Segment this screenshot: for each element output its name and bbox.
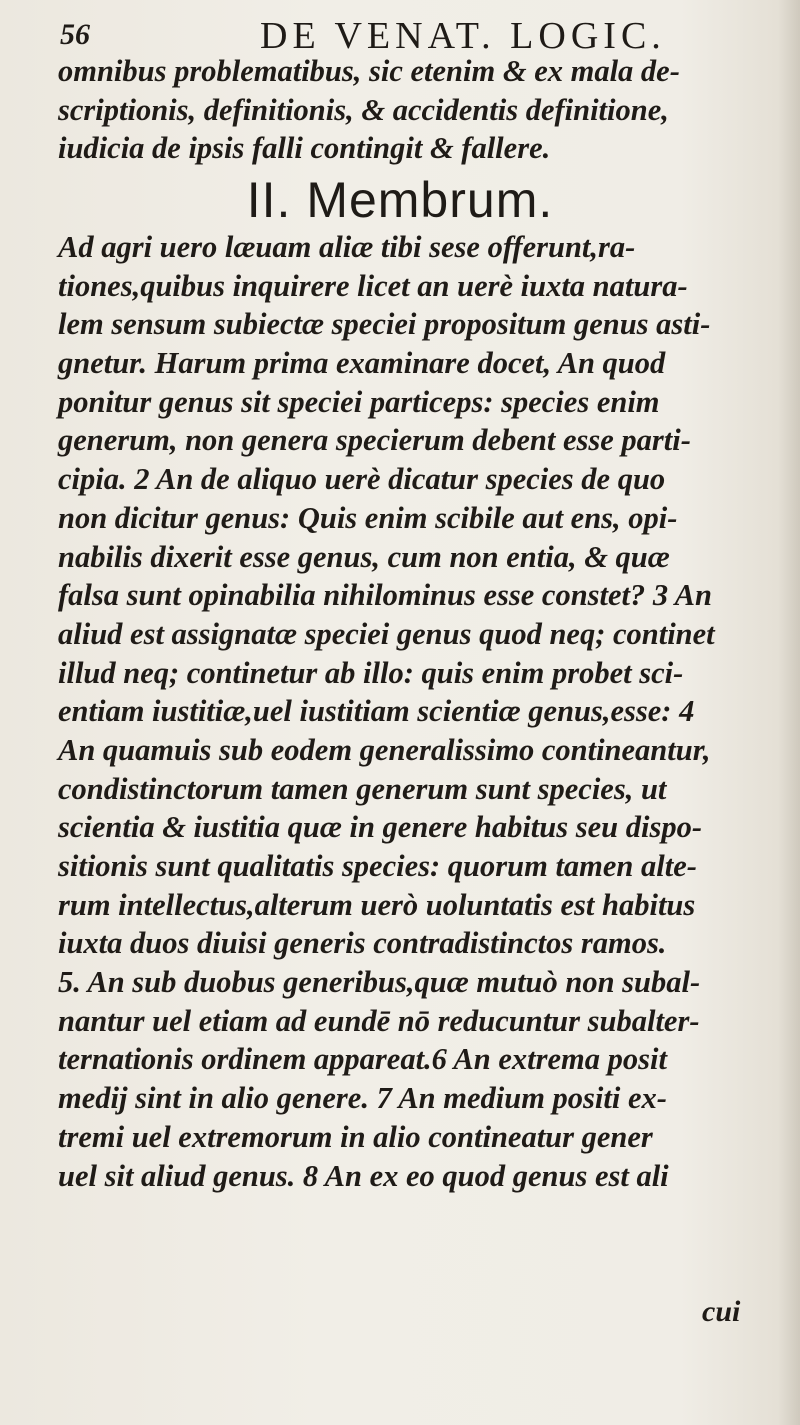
- text-line: tremi uel extremorum in alio contineatur gener: [58, 1119, 653, 1154]
- text-line: lem sensum subiectæ speciei propositum genus asti-: [58, 307, 711, 342]
- text-line: omnibus problematibus, sic etenim & ex mala de-: [58, 54, 680, 88]
- text-line: falsa sunt opinabilia nihilominus esse constet? 3 An: [58, 578, 712, 613]
- text-line: non dicitur genus: Quis enim scibile aut ens, opi-: [58, 500, 678, 535]
- text-line: iuxta duos diuisi generis contradistinctos ramos.: [58, 926, 667, 961]
- text-line: Ad agri uero læuam aliæ tibi sese offerunt,ra-: [58, 230, 636, 264]
- catchword: cui: [702, 1295, 741, 1328]
- page-number: 56: [60, 18, 90, 51]
- text-line: entiam iustitiæ,uel iustitiam scientiæ genus,esse: 4: [58, 694, 695, 729]
- text-line: condistinctorum tamen generum sunt species, ut: [58, 771, 667, 806]
- text-line: gnetur. Harum prima examinare docet, An quod: [58, 346, 666, 381]
- page-header: [60, 10, 760, 56]
- text-line: ponitur genus sit speciei particeps: species enim: [58, 384, 660, 419]
- running-head: DE VENAT. LOGIC.: [260, 15, 666, 57]
- text-line: uel sit aliud genus. 8 An ex eo quod genus est ali: [58, 1158, 669, 1193]
- text-line: iudicia de ipsis falli contingit & fallere.: [58, 131, 551, 166]
- text-line: nantur uel etiam ad eundē nō reducuntur subalter-: [58, 1003, 700, 1038]
- text-line: sitionis sunt qualitatis species: quorum tamen alte-: [58, 849, 697, 883]
- text-line: tiones,quibus inquirere licet an uerè iuxta natura-: [58, 268, 688, 303]
- body-paragraph: [58, 228, 793, 1195]
- text-line: scriptionis, definitionis, & accidentis definitione,: [58, 92, 669, 127]
- text-line: scientia & iustitia quæ in genere habitus seu dispo-: [58, 810, 702, 845]
- text-line: rum intellectus,alterum uerò uoluntatis est habitus: [58, 887, 696, 922]
- text-line: illud neq; continetur ab illo: quis enim probet sci-: [58, 655, 684, 690]
- text-line: 5. An sub duobus generibus,quæ mutuò non subal-: [58, 965, 701, 1000]
- text-line: nabilis dixerit esse genus, cum non entia, & quæ: [58, 539, 670, 574]
- section-heading: II. Membrum.: [246, 172, 554, 228]
- text-line: medij sint in alio genere. 7 An medium positi ex-: [58, 1081, 667, 1116]
- text-line: cipia. 2 An de aliquo uerè dicatur species de quo: [58, 462, 666, 497]
- text-line: generum, non genera specierum debent esse parti-: [58, 423, 691, 458]
- text-line: ternationis ordinem appareat.6 An extrema posit: [58, 1042, 667, 1077]
- intro-paragraph: [58, 52, 793, 168]
- text-line: aliud est assignatæ speciei genus quod neq; continet: [58, 616, 715, 651]
- text-line: An quamuis sub eodem generalissimo contineantur,: [58, 732, 711, 767]
